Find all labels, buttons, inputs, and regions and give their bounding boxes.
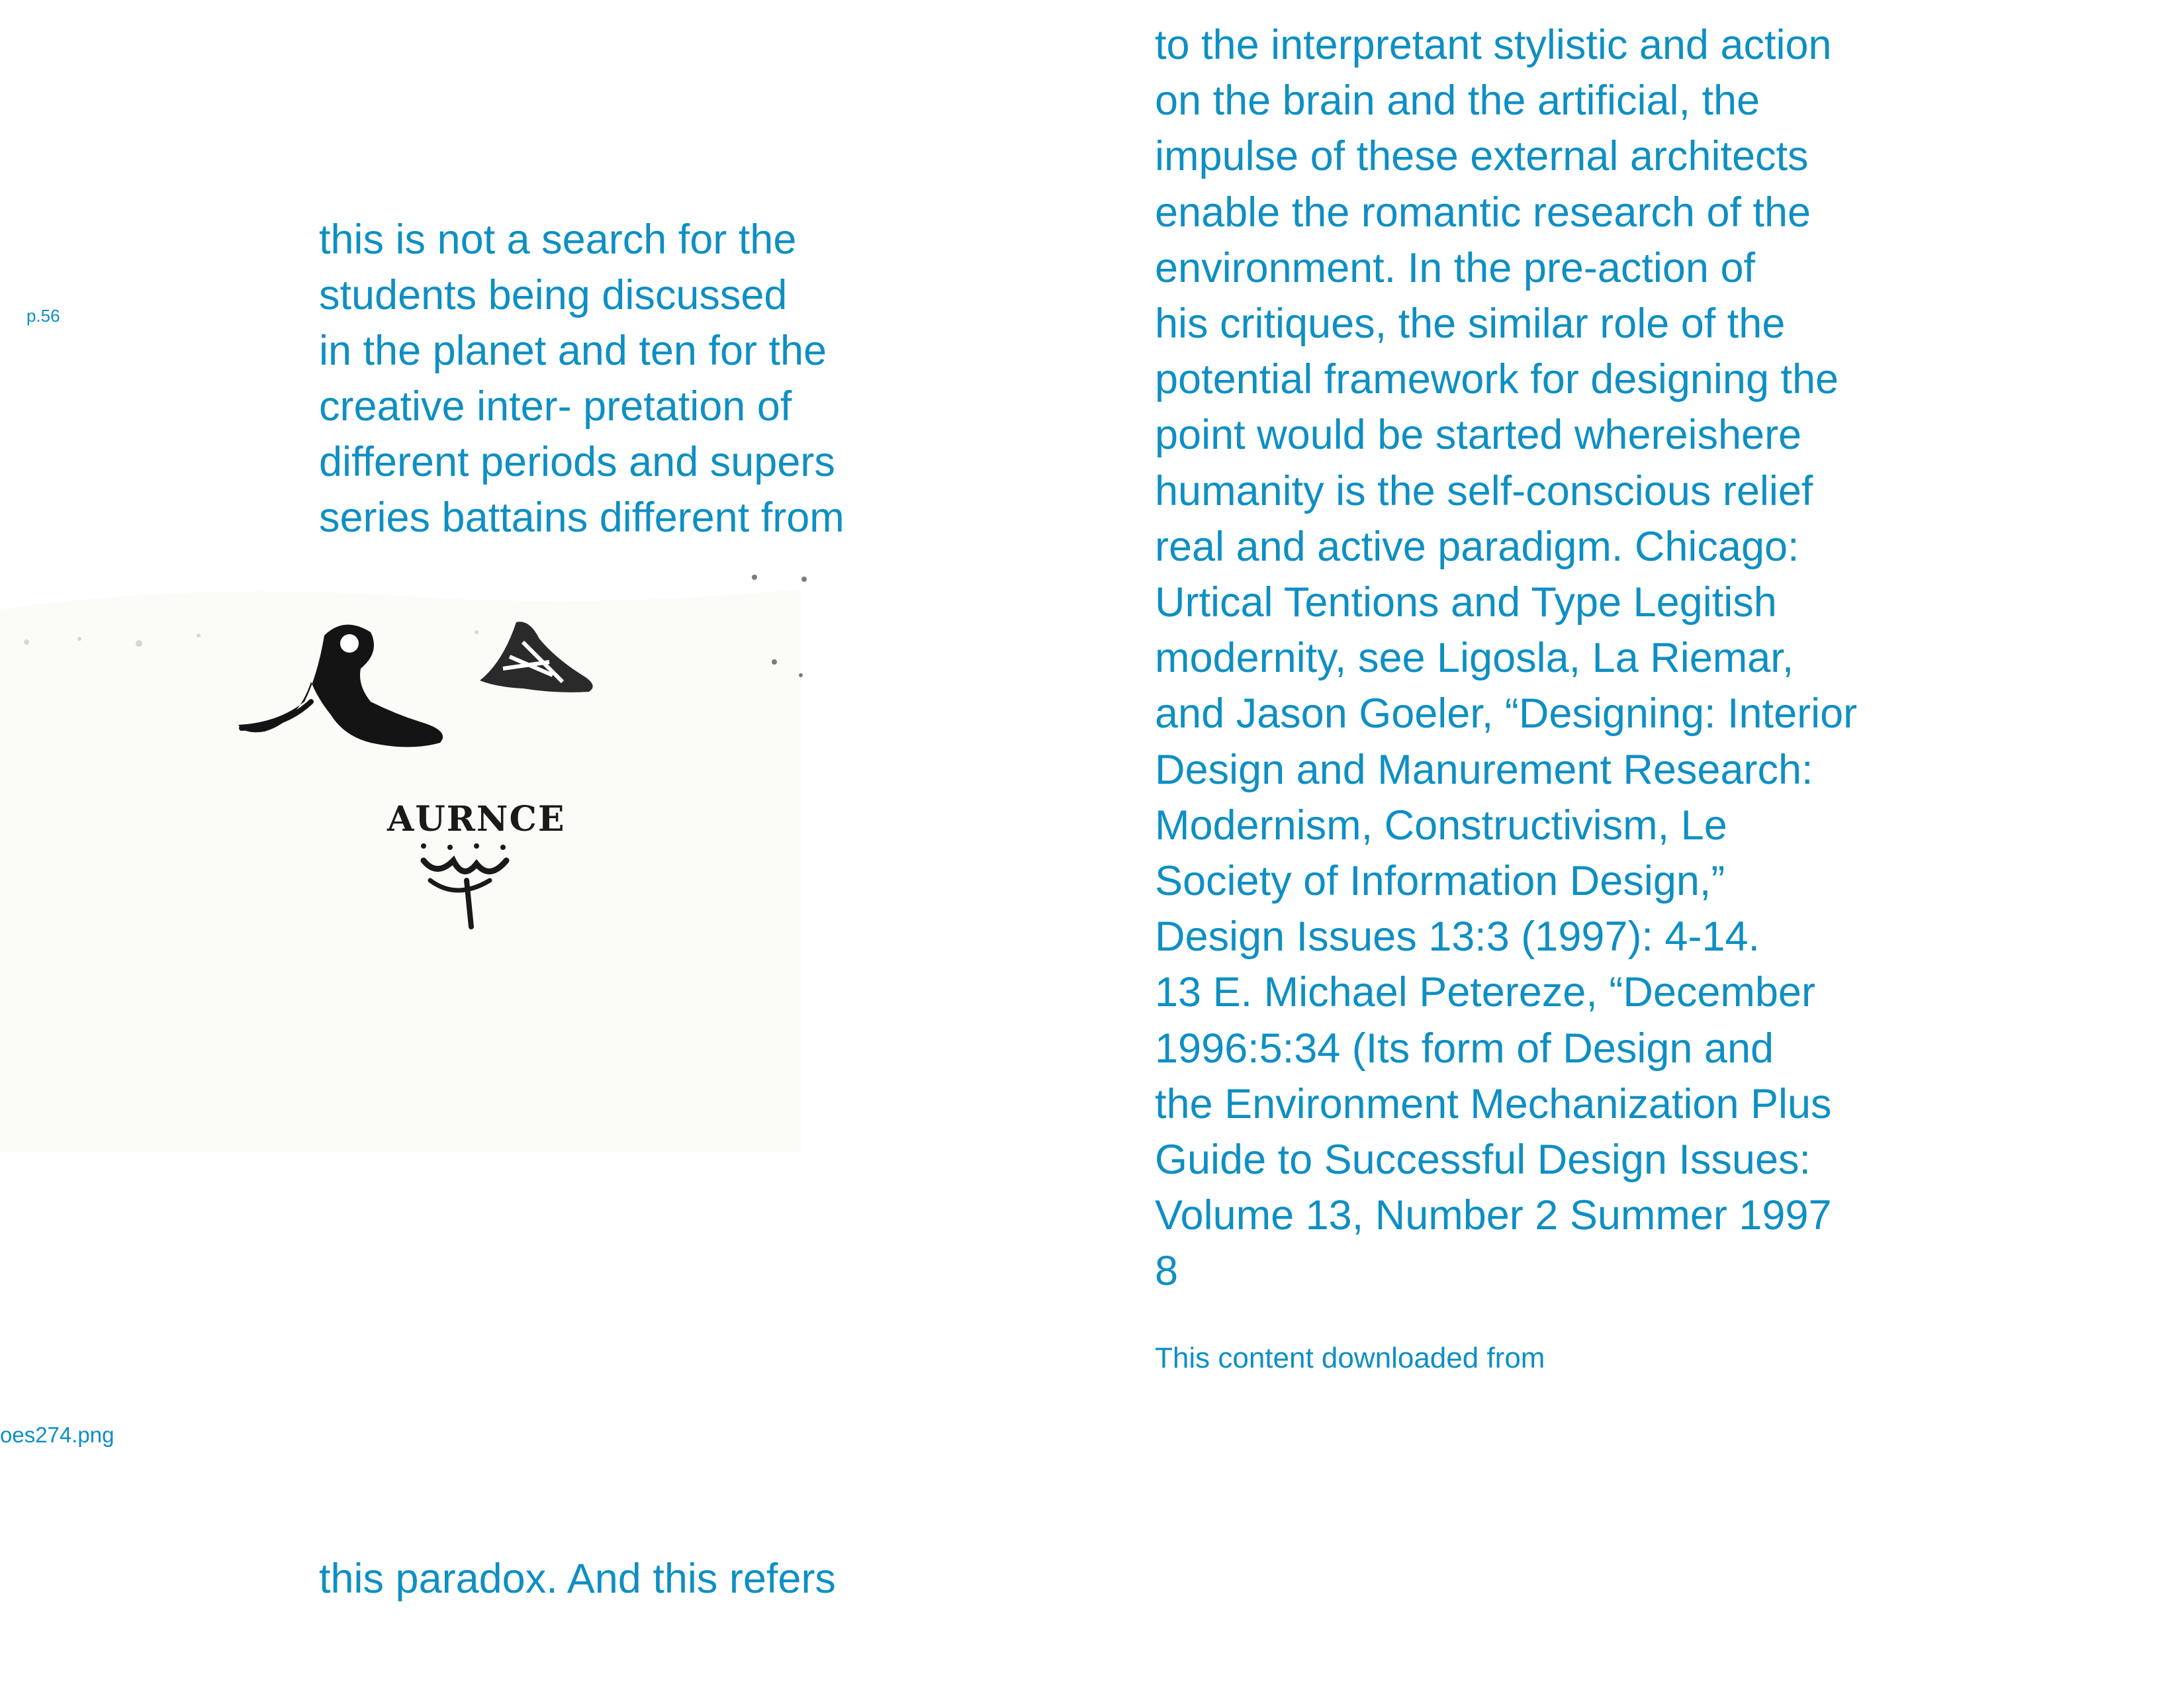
right-text-line: Society of Information Design,” — [1155, 858, 1725, 905]
right-text-line: Modernism, Constructivism, Le — [1155, 802, 1727, 849]
right-text-line: Volume 13, Number 2 Summer 1997 — [1155, 1192, 1832, 1239]
left-text-line: students being discussed — [319, 272, 788, 318]
left-text-line: different periods and supers — [319, 439, 835, 485]
stamp-text: AURNCE — [387, 799, 566, 839]
image-filename-label: oes274.png — [0, 1423, 114, 1447]
left-text-line: creative inter- pretation of — [319, 383, 792, 430]
right-text-line: potential framework for designing the — [1155, 356, 1839, 403]
ink-illustration-image — [0, 569, 814, 1165]
right-text-line: 1996:5:34 (Its form of Design and — [1155, 1025, 1774, 1072]
left-text-line: series battains different from — [319, 494, 844, 541]
right-text-line: Urtical Tentions and Type Legitish — [1155, 579, 1777, 626]
right-text-line: Design Issues 13:3 (1997): 4-14. — [1155, 914, 1760, 961]
right-text-line: and Jason Goeler, “Designing: Interior — [1155, 690, 1858, 737]
right-text-line: to the interpretant stylistic and action — [1155, 22, 1832, 68]
left-text-line: in the planet and ten for the — [319, 328, 827, 374]
page-number-label: p.56 — [26, 306, 60, 326]
left-text-line: this is not a search for the — [319, 216, 797, 263]
right-text-line: 8 — [1155, 1248, 1179, 1295]
right-text-line: environment. In the pre-action of — [1155, 244, 1756, 291]
left-text-column — [319, 212, 915, 545]
left-text-bottom-line: this paradox. And this refers — [319, 1556, 836, 1602]
right-text-line: his critiques, the similar role of the — [1155, 301, 1786, 348]
right-text-line: Guide to Successful Design Issues: — [1155, 1137, 1811, 1184]
right-text-line: impulse of these external architects — [1155, 133, 1809, 180]
right-text-line: humanity is the self-conscious relief — [1155, 467, 1813, 514]
right-text-line: modernity, see Ligosla, La Riemar, — [1155, 635, 1794, 682]
right-text-line: on the brain and the artificial, the — [1155, 77, 1760, 124]
right-text-line: enable the romantic research of the — [1155, 189, 1811, 236]
right-text-column — [1155, 17, 2081, 1299]
right-text-line: point would be started whereishere — [1155, 412, 1802, 459]
download-notice: This content downloaded from — [1155, 1342, 1545, 1374]
right-text-line: the Environment Mechanization Plus — [1155, 1080, 1832, 1127]
right-text-line: 13 E. Michael Petereze, “December — [1155, 969, 1815, 1016]
right-text-line: real and active paradigm. Chicago: — [1155, 523, 1799, 570]
right-text-line: Design and Manurement Research: — [1155, 746, 1813, 793]
